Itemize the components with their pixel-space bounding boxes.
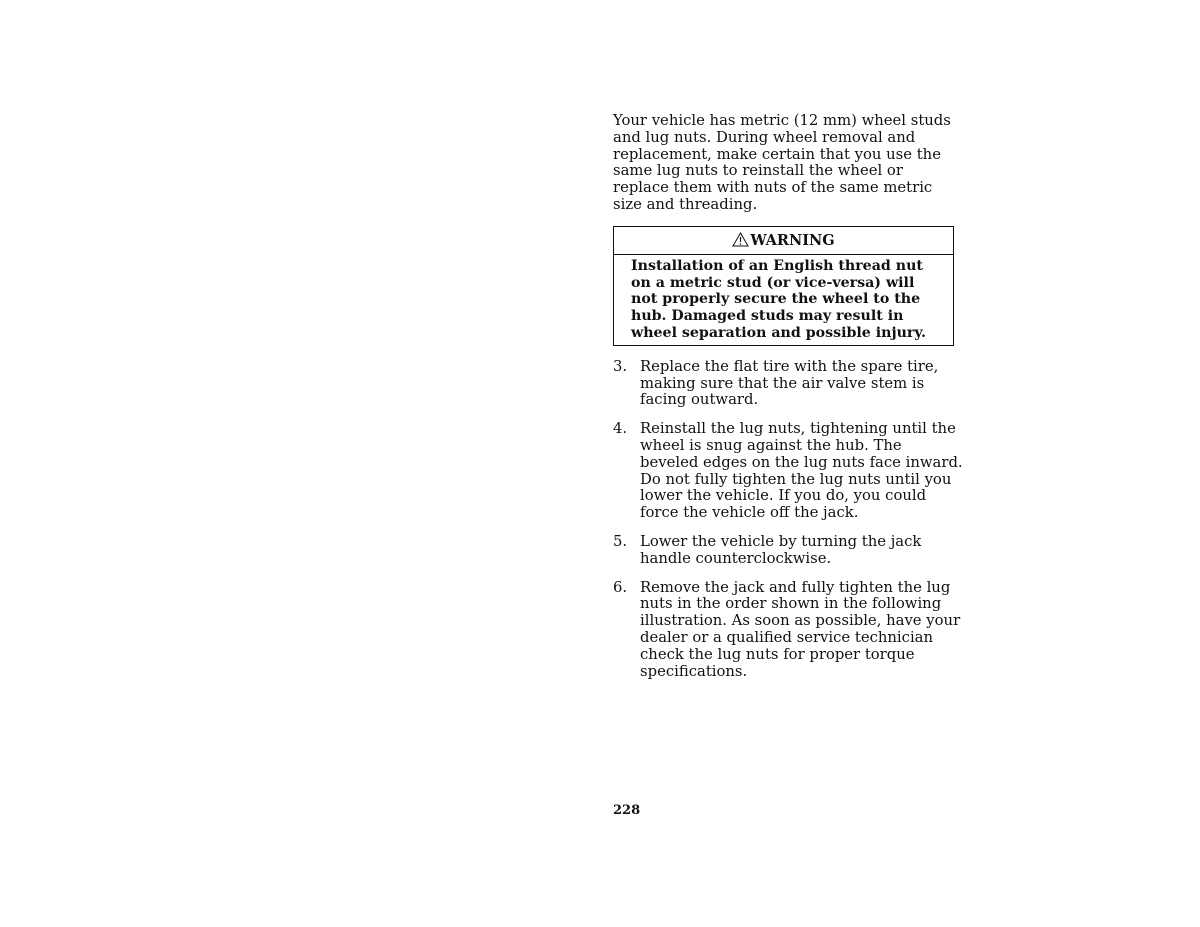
step-number: 5. (613, 532, 628, 550)
steps-list (613, 359, 963, 681)
step-number: 4. (613, 420, 628, 438)
step-number: 3. (613, 357, 628, 375)
warning-title: WARNING (750, 231, 835, 249)
warning-box (613, 226, 954, 346)
step-text: Lower the vehicle by turning the jack handle counterclockwise. (640, 532, 922, 567)
step-text: Remove the jack and fully tighten the lug nuts in the order shown in the following illustration. As soon as possible, have your dealer or a qualified service technician check the lug nuts for proper torque specifications. (640, 578, 961, 680)
step-number: 6. (613, 578, 628, 596)
page-number: 228 (613, 803, 641, 818)
list-item (613, 580, 963, 681)
step-text: Replace the flat tire with the spare tire, making sure that the air valve stem is facing outward. (640, 357, 939, 409)
intro-paragraph: Your vehicle has metric (12 mm) wheel studs and lug nuts. During wheel removal and replacement, make certain that you use the same lug nuts to reinstall the wheel or replace them with nuts of the same metric size and threading. (613, 112, 951, 213)
list-item (613, 421, 963, 522)
warning-triangle-icon (732, 232, 749, 247)
list-item (613, 534, 963, 568)
warning-text: Installation of an English thread nut on a metric stud (or vice-versa) will not properly secure the wheel to the hub. Damaged studs may result in wheel separation and possible injury. (631, 257, 926, 341)
list-item (613, 359, 963, 409)
step-text: Reinstall the lug nuts, tightening until the wheel is snug against the hub. The beveled edges on the lug nuts face inward. Do not fully tighten the lug nuts until you lower the vehicle. If you do, you could force the vehicle off the jack. (640, 420, 963, 522)
warning-header (614, 227, 953, 255)
content-column (613, 113, 963, 692)
